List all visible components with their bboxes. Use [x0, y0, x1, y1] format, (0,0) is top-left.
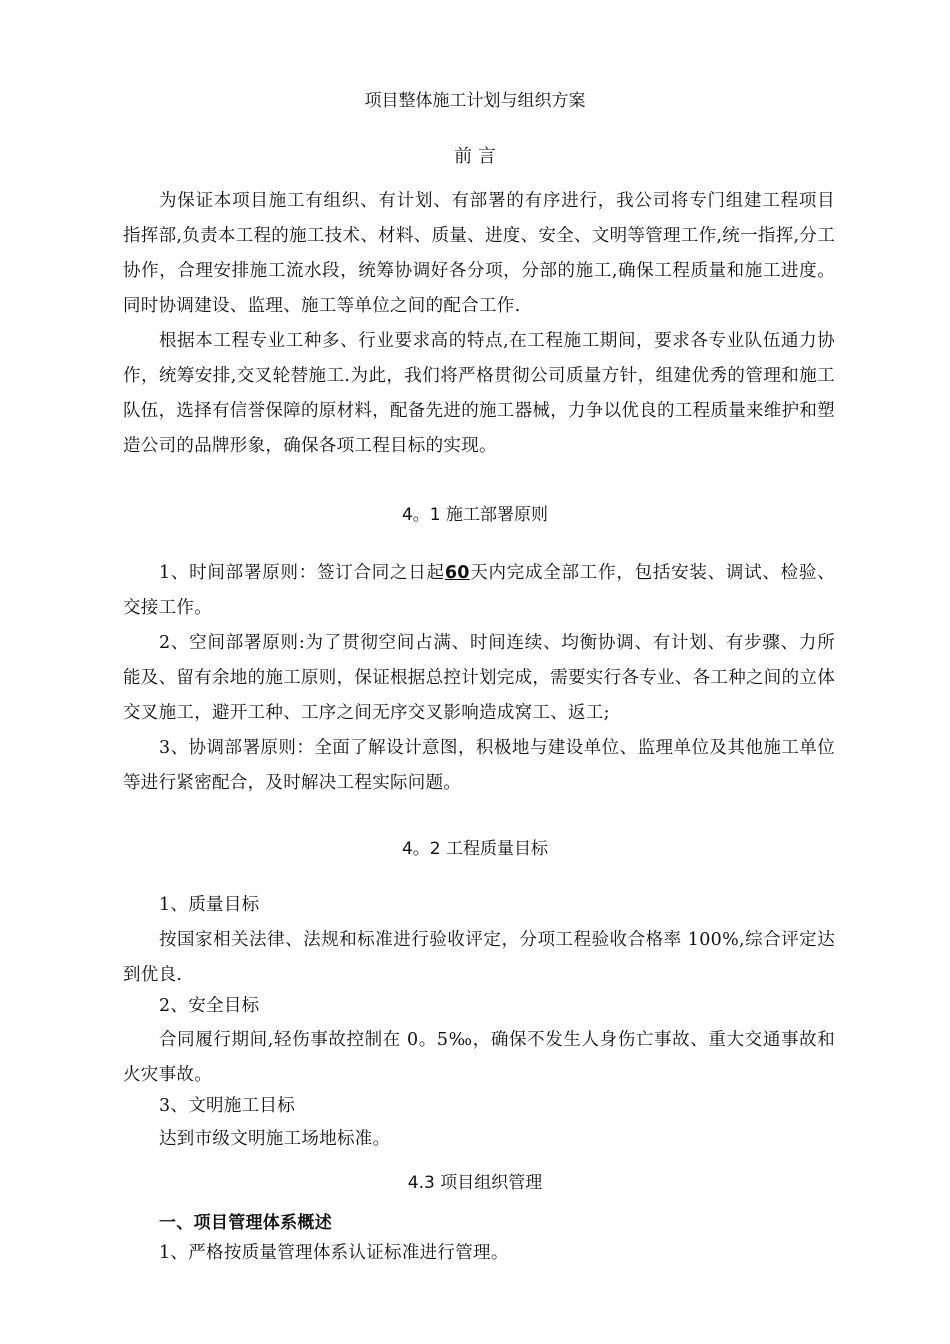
safety-goal-text: 合同履行期间,轻伤事故控制在 0。5‰，确保不发生人身伤亡事故、重大交通事故和火灾事故。 [123, 1030, 835, 1085]
section-4-3-heading: 4.3 项目组织管理 [407, 1173, 543, 1193]
time-principle-suffix: 天内完成全部工作，包括安装、调试、检验、交接工作。 [123, 563, 836, 618]
section-4-2-heading: 4。2 工程质量目标 [401, 839, 549, 859]
preface-heading: 前 言 [454, 146, 496, 167]
management-item-1: 1、严格按质量管理体系认证标准进行管理。 [159, 1243, 509, 1263]
civilized-construction-goal-title: 3、文明施工目标 [159, 1096, 296, 1116]
civilized-construction-goal-text: 达到市级文明施工场地标准。 [159, 1129, 391, 1149]
document-title: 项目整体施工计划与组织方案 [364, 91, 586, 111]
deployment-principle-space: 2、空间部署原则:为了贯彻空间占满、时间连续、均衡协调、有计划、有步骤、力所能及、留有余地的施工原则，保证根据总控计划完成，需要实行各专业、各工种之间的立体交叉施工，避开工种、工序之间无序交叉影响造成窝工、返工; [123, 633, 835, 723]
safety-goal-title: 2、安全目标 [159, 996, 260, 1016]
quality-goal-title: 1、质量目标 [159, 895, 260, 915]
days-value: 60 [444, 563, 470, 583]
section-4-1-heading: 4。1 施工部署原则 [401, 505, 549, 525]
preface-paragraph-2: 根据本工程专业工种多、行业要求高的特点,在工程施工期间，要求各专业队伍通力协作，统筹安排,交叉轮替施工.为此，我们将严格贯彻公司质量方针，组建优秀的管理和施工队伍，选择有信誉保障的原材料，配备先进的施工器械，力争以优良的工程质量来维护和塑造公司的品牌形象，确保各项工程目标的实现。 [123, 331, 835, 456]
time-principle-prefix: 1、时间部署原则：签订合同之日起 [159, 563, 445, 583]
management-system-overview-heading: 一、项目管理体系概述 [159, 1213, 332, 1233]
deployment-principle-time [123, 556, 835, 626]
quality-goal-text: 按国家相关法律、法规和标准进行验收评定，分项工程验收合格率 100%,综合评定达到优良. [123, 930, 835, 985]
deployment-principle-coordination: 3、协调部署原则：全面了解设计意图，积极地与建设单位、监理单位及其他施工单位等进行紧密配合，及时解决工程实际问题。 [123, 738, 835, 793]
preface-paragraph-1: 为保证本项目施工有组织、有计划、有部署的有序进行，我公司将专门组建工程项目指挥部,负责本工程的施工技术、材料、质量、进度、安全、文明等管理工作,统一指挥,分工协作，合理安排施工流水段，统筹协调好各分项，分部的施工,确保工程质量和施工进度。同时协调建设、监理、施工等单位之间的配合工作. [123, 191, 835, 316]
